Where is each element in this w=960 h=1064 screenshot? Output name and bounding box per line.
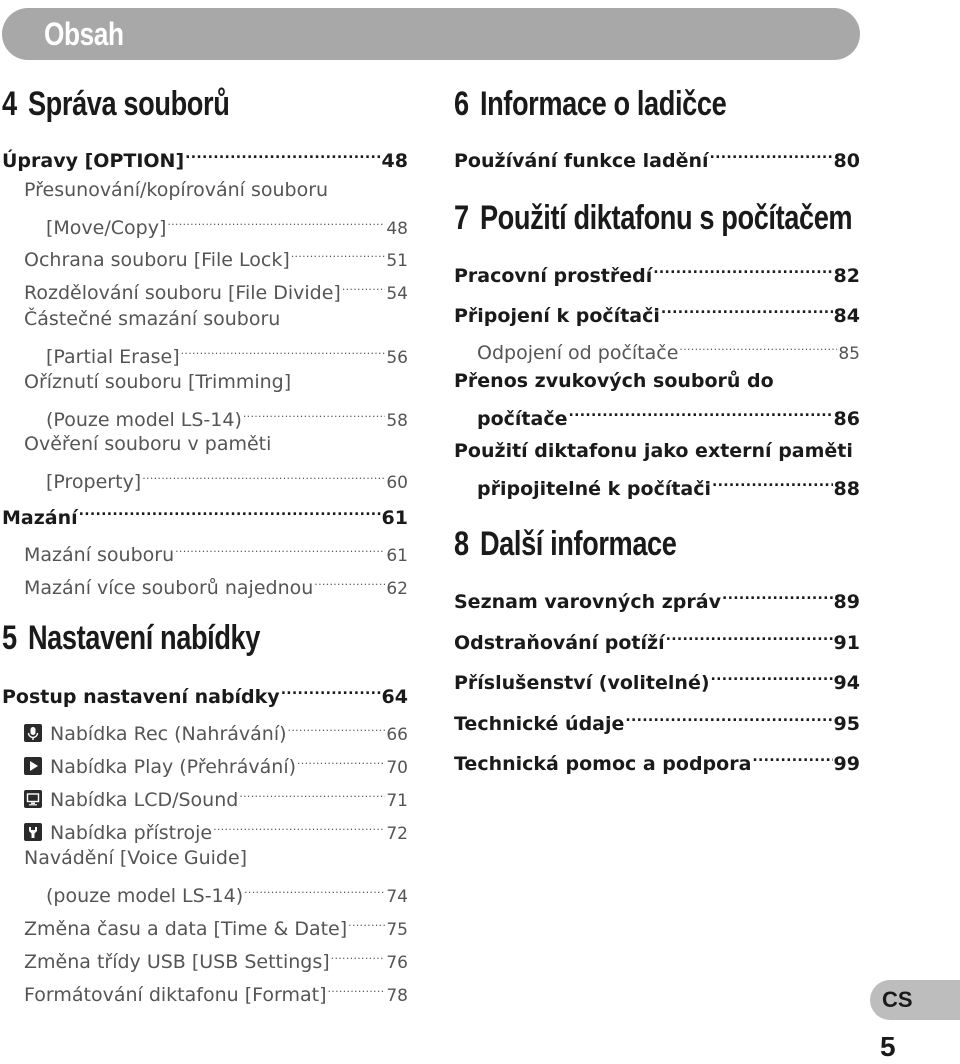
toc-entry-postup[interactable] bbox=[2, 675, 408, 711]
toc-entry-label: Nabídka Play (Přehrávání) bbox=[50, 756, 297, 778]
toc-entry-format[interactable] bbox=[24, 973, 408, 1010]
toc-entry-label: Ochrana souboru [File Lock] bbox=[24, 249, 290, 271]
toc-entry-usb-settings[interactable] bbox=[24, 940, 408, 977]
page-title: Obsah bbox=[44, 16, 124, 52]
language-code: CS bbox=[882, 987, 913, 1012]
section-title-text: Další informace bbox=[479, 525, 677, 563]
toc-entry-label: Přesunování/kopírování souboru bbox=[24, 179, 329, 201]
leader-dots bbox=[752, 742, 832, 770]
toc-page-number: 95 bbox=[833, 713, 860, 735]
toc-entry-label: připojitelné k počítači bbox=[477, 478, 712, 500]
toc-page-number: 56 bbox=[386, 348, 408, 368]
leader-dots bbox=[653, 254, 832, 282]
toc-entry-mazani-vice[interactable] bbox=[24, 566, 408, 603]
toc-page-number: 61 bbox=[381, 507, 408, 529]
leader-dots bbox=[331, 940, 386, 968]
leader-dots bbox=[711, 661, 833, 689]
toc-page-number: 62 bbox=[386, 579, 408, 599]
leader-dots bbox=[213, 811, 385, 839]
toc-entry-technicka-pomoc[interactable] bbox=[454, 742, 860, 778]
leader-dots bbox=[661, 294, 833, 322]
toc-page-number: 89 bbox=[833, 591, 860, 613]
leader-dots bbox=[297, 745, 385, 773]
section-title-text: Správa souborů bbox=[27, 85, 230, 123]
toc-page-number: 85 bbox=[838, 344, 860, 364]
toc-entry-label: Připojení k počítači bbox=[454, 305, 660, 327]
toc-entry-potize[interactable] bbox=[454, 621, 860, 657]
toc-entry-label: Změna času a data [Time & Date] bbox=[24, 918, 348, 940]
section-number: 6 bbox=[454, 85, 469, 123]
toc-page-number: 84 bbox=[833, 305, 860, 327]
toc-entry-externi-pamet[interactable] bbox=[477, 467, 860, 503]
leader-dots bbox=[142, 460, 385, 488]
toc-entry-partial-erase[interactable] bbox=[46, 335, 408, 372]
toc-entry-label: Používání funkce ladění bbox=[454, 150, 709, 172]
leader-dots bbox=[244, 874, 385, 902]
toc-entry-label: Ověření souboru v paměti bbox=[24, 433, 272, 455]
toc-entry-pripojeni[interactable] bbox=[454, 294, 860, 330]
toc-entry-label: Mazání více souborů najednou bbox=[24, 577, 314, 599]
toc-entry-prislusenstvi[interactable] bbox=[454, 661, 860, 697]
section-number: 5 bbox=[2, 619, 17, 657]
leader-dots bbox=[175, 533, 385, 561]
leader-dots bbox=[348, 907, 385, 935]
toc-entry-file-divide[interactable] bbox=[24, 271, 408, 308]
leader-dots bbox=[710, 139, 833, 167]
toc-page-number: 71 bbox=[386, 791, 408, 811]
toc-entry-property[interactable] bbox=[46, 460, 408, 497]
toc-page-number: 66 bbox=[386, 725, 408, 745]
leader-dots bbox=[185, 139, 380, 167]
toc-entry-label: Odpojení od počítače bbox=[477, 342, 679, 364]
leader-dots bbox=[79, 496, 381, 524]
section-title-text: Použití diktafonu s počítačem bbox=[479, 199, 853, 237]
leader-dots bbox=[167, 206, 385, 234]
section-number: 8 bbox=[454, 525, 469, 563]
toc-entry-upravy[interactable] bbox=[2, 139, 408, 175]
section-title-5 bbox=[2, 618, 260, 658]
toc-entry-pracovni[interactable] bbox=[454, 254, 860, 290]
toc-page-number: 91 bbox=[833, 632, 860, 654]
microphone-icon bbox=[24, 724, 42, 742]
toc-entry-file-lock[interactable] bbox=[24, 238, 408, 275]
toc-page-number: 82 bbox=[833, 265, 860, 287]
wrench-icon bbox=[24, 823, 42, 841]
toc-page-number: 72 bbox=[386, 824, 408, 844]
toc-entry-ladeni[interactable] bbox=[454, 139, 860, 175]
toc-page-number: 76 bbox=[386, 953, 408, 973]
section-number: 7 bbox=[454, 199, 469, 237]
leader-dots bbox=[181, 335, 386, 363]
toc-entry-mazani-souboru[interactable] bbox=[24, 533, 408, 570]
toc-entry-label: [Move/Copy] bbox=[46, 217, 167, 239]
toc-entry-lcd-menu[interactable] bbox=[24, 778, 408, 815]
toc-entry-label: Mazání souboru bbox=[24, 544, 175, 566]
leader-dots bbox=[679, 331, 837, 359]
toc-entry-label: Formátování diktafonu [Format] bbox=[24, 984, 327, 1006]
play-icon bbox=[24, 757, 42, 775]
toc-entry-label: Postup nastavení nabídky bbox=[2, 686, 280, 708]
toc-entry-label: Úpravy [OPTION] bbox=[2, 150, 185, 172]
leader-dots bbox=[327, 973, 385, 1001]
toc-entry-label: [Property] bbox=[46, 471, 142, 493]
toc-entry-rec-menu[interactable] bbox=[24, 712, 408, 749]
toc-page-number: 61 bbox=[386, 546, 408, 566]
toc-page-number: 48 bbox=[381, 150, 408, 172]
toc-entry-voice-guide[interactable] bbox=[46, 874, 408, 911]
page-number: 5 bbox=[880, 1031, 896, 1062]
toc-entry-label: (pouze model LS-14) bbox=[46, 885, 244, 907]
section-number: 4 bbox=[2, 85, 17, 123]
toc-page-number: 94 bbox=[833, 672, 860, 694]
toc-entry-label: [Partial Erase] bbox=[46, 346, 180, 368]
toc-page-number: 48 bbox=[386, 219, 408, 239]
toc-entry-label: Oříznutí souboru [Trimming] bbox=[24, 371, 292, 393]
toc-page-number: 78 bbox=[386, 986, 408, 1006]
toc-entry-label: Nabídka LCD/Sound bbox=[50, 789, 239, 811]
toc-entry-label: (Pouze model LS-14) bbox=[46, 409, 242, 431]
leader-dots bbox=[625, 702, 832, 730]
toc-entry-time-date[interactable] bbox=[24, 907, 408, 944]
toc-page-number: 99 bbox=[833, 753, 860, 775]
leader-dots bbox=[568, 397, 832, 425]
toc-entry-label: Použití diktafonu jako externí paměti bbox=[454, 440, 853, 462]
toc-page-number: 88 bbox=[833, 478, 860, 500]
toc-entry-label: počítače bbox=[477, 408, 568, 430]
leader-dots bbox=[712, 467, 833, 495]
toc-entry-label: Seznam varovných zpráv bbox=[454, 591, 721, 613]
toc-entry-label: Odstraňování potíží bbox=[454, 632, 665, 654]
leader-dots bbox=[291, 238, 386, 266]
toc-entry-label: Změna třídy USB [USB Settings] bbox=[24, 951, 330, 973]
section-title-6 bbox=[454, 84, 726, 124]
section-title-4 bbox=[2, 84, 229, 124]
toc-entry-technicke-udaje[interactable] bbox=[454, 702, 860, 738]
toc-entry-label: Příslušenství (volitelné) bbox=[454, 672, 710, 694]
toc-page-number: 80 bbox=[833, 150, 860, 172]
toc-page-number: 60 bbox=[386, 473, 408, 493]
toc-page-number: 51 bbox=[386, 251, 408, 271]
leader-dots bbox=[666, 621, 833, 649]
toc-entry-label: Částečné smazání souboru bbox=[24, 308, 281, 330]
toc-entry-label: Technické údaje bbox=[454, 713, 625, 735]
section-title-8 bbox=[454, 524, 677, 564]
toc-entry-label: Nabídka přístroje bbox=[50, 822, 213, 844]
toc-entry-varovne-zpravy[interactable] bbox=[454, 580, 860, 616]
toc-entry-label: Nabídka Rec (Nahrávání) bbox=[50, 723, 287, 745]
toc-page-number: 70 bbox=[386, 758, 408, 778]
leader-dots bbox=[722, 580, 833, 608]
toc-page-number: 74 bbox=[386, 887, 408, 907]
leader-dots bbox=[239, 778, 385, 806]
leader-dots bbox=[281, 675, 381, 703]
toc-entry-odpojeni[interactable] bbox=[477, 331, 860, 368]
toc-page-number: 58 bbox=[386, 411, 408, 431]
header-bar bbox=[2, 8, 860, 60]
toc-entry-label: Technická pomoc a podpora bbox=[454, 753, 752, 775]
section-title-text: Nastavení nabídky bbox=[27, 619, 260, 657]
leader-dots bbox=[288, 712, 386, 740]
toc-page-number: 54 bbox=[386, 284, 408, 304]
monitor-icon bbox=[24, 790, 42, 808]
toc-entry-mazani[interactable] bbox=[2, 496, 408, 532]
leader-dots bbox=[243, 398, 386, 426]
toc-entry-label: Přenos zvukových souborů do bbox=[454, 370, 774, 392]
leader-dots bbox=[342, 271, 386, 299]
toc-entry-prenos[interactable] bbox=[477, 397, 860, 433]
toc-entry-label: Pracovní prostředí bbox=[454, 265, 653, 287]
section-title-7 bbox=[454, 198, 852, 238]
toc-entry-label: Navádění [Voice Guide] bbox=[24, 847, 248, 869]
toc-entry-label: Rozdělování souboru [File Divide] bbox=[24, 282, 341, 304]
toc-page-number: 75 bbox=[386, 920, 408, 940]
toc-page-number: 86 bbox=[833, 408, 860, 430]
toc-entry-label: Mazání bbox=[2, 507, 78, 529]
section-title-text: Informace o ladičce bbox=[479, 85, 727, 123]
leader-dots bbox=[314, 566, 385, 594]
toc-entry-device-menu[interactable] bbox=[24, 811, 408, 848]
toc-entry-play-menu[interactable] bbox=[24, 745, 408, 782]
toc-page-number: 64 bbox=[381, 686, 408, 708]
